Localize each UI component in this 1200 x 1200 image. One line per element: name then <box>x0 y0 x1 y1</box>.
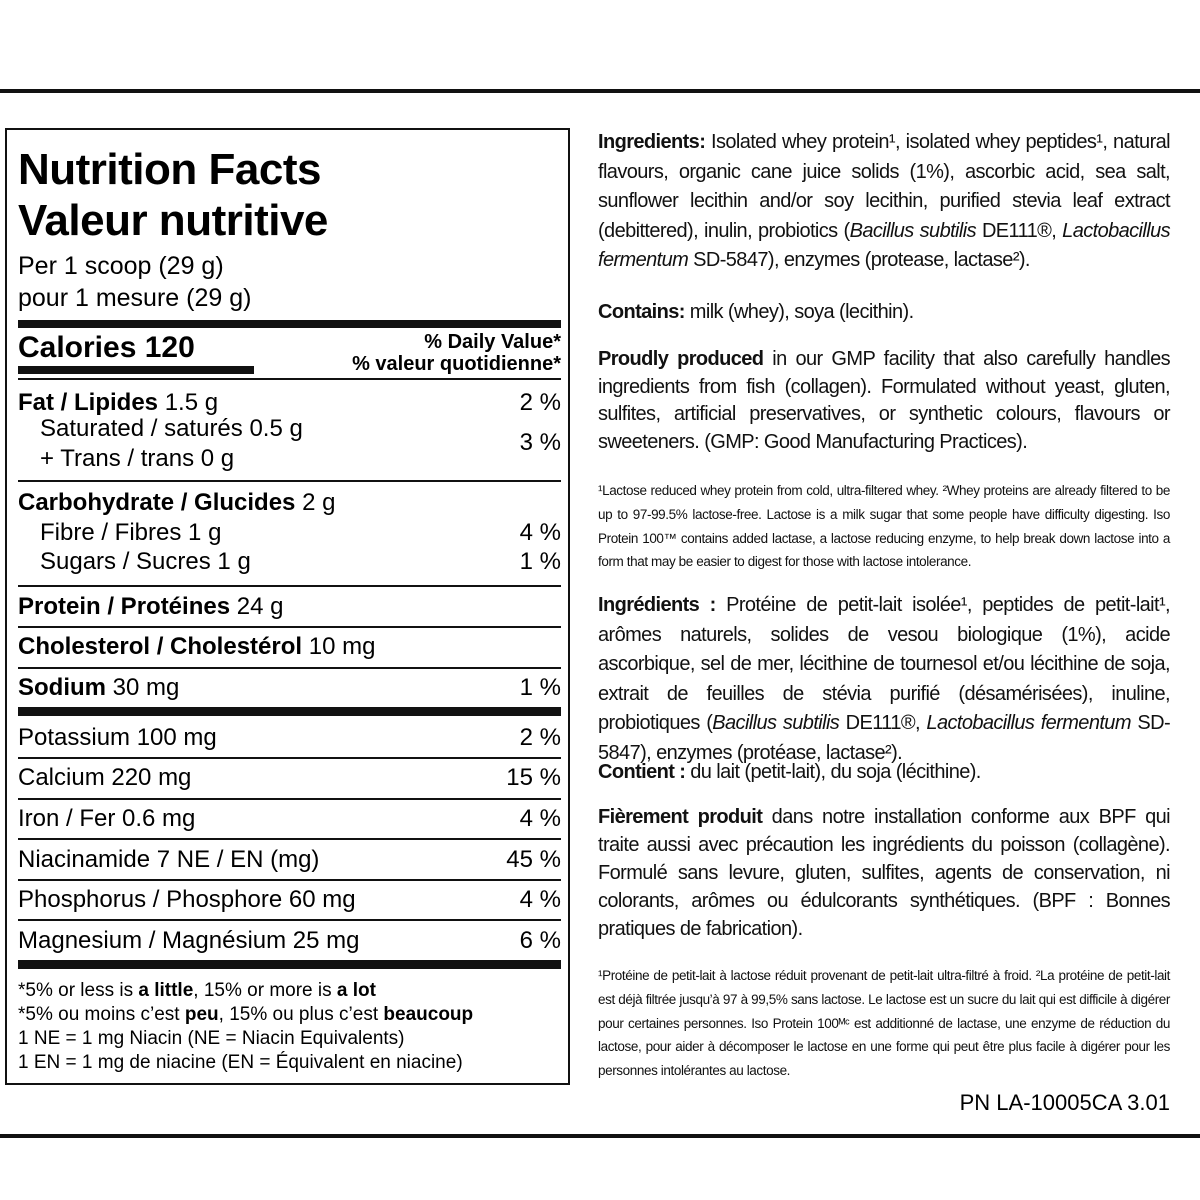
thick-rule <box>18 320 561 328</box>
niacinamide-dv: 45 % <box>506 846 561 873</box>
proudly-fr-heading: Fièrement produit <box>598 806 763 828</box>
nutrition-title-fr: Valeur nutritive <box>18 196 328 245</box>
footnote-fr <box>18 1003 473 1027</box>
sugars-label: Sugars / Sucres <box>40 548 211 575</box>
ingredients-fr <box>598 591 1170 769</box>
contains-en-heading: Contains: <box>598 301 685 323</box>
nutrition-title-en: Nutrition Facts <box>18 145 321 194</box>
cholesterol-amount: 10 mg <box>308 633 376 660</box>
carbohydrate-amount: 2 g <box>302 489 336 516</box>
ingredients-fr-heading: Ingrédients : <box>598 594 716 616</box>
divider-line <box>18 919 561 921</box>
potassium-label: Potassium 100 mg <box>18 724 217 751</box>
cholesterol-label: Cholesterol / Cholestérol <box>18 633 303 660</box>
contains-en-text: milk (whey), soya (lecithin). <box>684 301 914 323</box>
protein-amount: 24 g <box>236 593 284 620</box>
fibre-amount: 1 g <box>188 519 222 546</box>
magnesium-dv: 6 % <box>519 927 561 954</box>
nutrition-facts-panel <box>5 128 570 1085</box>
sodium-label: Sodium <box>18 674 106 701</box>
potassium-dv: 2 % <box>519 724 561 751</box>
divider-line <box>18 585 561 587</box>
ingredients-en <box>598 128 1170 276</box>
ingredients-en-text: DE111®, <box>976 219 1063 242</box>
ingredients-fr-text: Protéine de petit-lait isolée¹, peptides de petit-lait¹, arômes naturels, solides de vesou biologique (1%), acide ascorbique, sel de mer, lécithine de tournesol et/ou lécithine de soja, extrait de feuilles de stévia purifié (désamérisées), inuline, probiotiques ( <box>598 594 1170 735</box>
part-number: PN LA-10005CA 3.01 <box>959 1090 1170 1115</box>
proudly-en-heading: Proudly produced <box>598 348 764 370</box>
contains-fr <box>598 758 1170 788</box>
ingredients-en-heading: Ingredients: <box>598 131 706 153</box>
fibre-dv: 4 % <box>519 519 561 546</box>
footnote-en-little: a little <box>138 980 194 1001</box>
iron-dv: 4 % <box>519 805 561 832</box>
thick-rule <box>18 707 561 716</box>
proudly-fr <box>598 803 1170 943</box>
saturated-label: Saturated / saturés <box>40 415 243 442</box>
phosphorus-row <box>18 885 561 915</box>
footnote-en <box>18 979 376 1003</box>
fibre-row <box>40 518 561 548</box>
footnote-ne: 1 NE = 1 mg Niacin (NE = Niacin Equivalents) <box>18 1028 405 1049</box>
sodium-dv: 1 % <box>519 674 561 701</box>
fat-dv: 2 % <box>519 389 561 416</box>
calcium-dv: 15 % <box>506 764 561 791</box>
divider-line <box>18 480 561 482</box>
saturated-amount: 0.5 g <box>249 415 303 442</box>
fat-amount: 1.5 g <box>164 389 219 416</box>
ingredients-fr-text: SD-5847), enzymes (protéase, lactase²). <box>598 712 1171 764</box>
contains-en <box>598 298 1170 328</box>
proudly-fr-text: dans notre installation conforme aux BPF qui traite aussi avec précaution les ingrédients du poisson (collagène). Formulé sans levure, gluten, sulfites, agents de conservation, ni colorants, arômes ou édulcorants synthétiques. (BPF : Bonnes pratiques de fabrication). <box>598 806 1170 940</box>
iron-row <box>18 804 561 834</box>
protein-label: Protein / Protéines <box>18 593 231 620</box>
footnote-en-ingredients: ¹Lactose reduced whey protein from cold, ultra-filtered whey. ²Whey proteins are already filtered to be up to 97-99.5% lactose-free. Lactose is a milk sugar that some people have difficulty digesting. Iso Protein 100™ contains added lactase, a lactose reducing enzyme, to help break down lactose into a form that may be easier to digest for those with lactose intolerance. <box>598 483 1170 570</box>
footnote-fr-beaucoup: beaucoup <box>383 1004 474 1025</box>
sodium-amount: 30 mg <box>112 674 180 701</box>
divider-line <box>18 879 561 881</box>
magnesium-label: Magnesium / Magnésium 25 mg <box>18 927 360 954</box>
footnote-fr-peu: peu <box>184 1004 219 1025</box>
sugars-dv: 1 % <box>519 548 561 575</box>
divider-line <box>18 378 561 380</box>
thick-rule <box>18 960 561 969</box>
protein-row <box>18 592 561 622</box>
footnote-en-lot: a lot <box>336 980 376 1001</box>
carbohydrate-label: Carbohydrate / Glucides <box>18 489 296 516</box>
divider-line <box>18 757 561 759</box>
trans-label: + Trans / trans <box>40 445 195 472</box>
ingredients-fr-species: Lactobacillus fermentum <box>926 712 1131 735</box>
cholesterol-row <box>18 632 561 662</box>
trans-amount: 0 g <box>200 445 235 472</box>
calories-label: Calories 120 <box>18 331 195 364</box>
footnote-fr-text2: , 15% ou plus c’est <box>218 1004 384 1025</box>
calcium-row <box>18 763 561 793</box>
calcium-label: Calcium 220 mg <box>18 764 192 791</box>
proudly-en <box>598 346 1170 456</box>
footnote-en-fr: 1 EN = 1 mg de niacine (EN = Équivalent en niacine) <box>18 1052 463 1073</box>
saturated-trans-dv: 3 % <box>519 429 561 456</box>
ingredients-en-text: SD-5847), enzymes (protease, lactase²). <box>688 249 1030 272</box>
iron-label: Iron / Fer 0.6 mg <box>18 805 196 832</box>
footnote-en-text2: , 15% or more is <box>193 980 337 1001</box>
niacinamide-label: Niacinamide 7 NE / EN (mg) <box>18 846 320 873</box>
daily-value-header <box>352 331 561 375</box>
divider-line <box>18 626 561 628</box>
ingredients-fr-text: DE111®, <box>839 712 927 735</box>
contains-fr-text: du lait (petit-lait), du soja (lécithine). <box>685 761 981 783</box>
divider-line <box>18 838 561 840</box>
sugars-amount: 1 g <box>217 548 251 575</box>
contains-fr-heading: Contient : <box>598 761 686 783</box>
divider-line <box>18 667 561 669</box>
ingredients-en-species: Lactobacillus fermentum <box>598 219 1170 272</box>
sodium-row <box>18 673 561 703</box>
top-divider <box>0 89 1200 93</box>
footnote-fr-ingredients: ¹Protéine de petit-lait à lactose réduit provenant de petit-lait ultra-filtré à froid. ²La protéine de petit-lait est déjà filtrée jusqu’à 97 à 99,5% sans lactose. Le lactose est un sucre du lait qui est difficile à digérer pour certaines personnes. Iso Protein 100ᴹᶜ est additionné de lactase, une enzyme de réduction du lactose, pour aider à décomposer le lactose en une forme qui peut être plus facile à digérer pour les personnes intolérantes au lactose. <box>598 968 1170 1079</box>
footnote-en-text: *5% or less is <box>18 980 139 1001</box>
serving-size-en: Per 1 scoop (29 g) <box>18 252 224 280</box>
fat-label: Fat / Lipides <box>18 389 159 416</box>
trans-row <box>40 444 561 474</box>
carbohydrate-row <box>18 488 561 518</box>
serving-size-fr: pour 1 mesure (29 g) <box>18 284 252 312</box>
ingredients-en-text: Isolated whey protein¹, isolated whey peptides¹, natural flavours, organic cane juice solids (1%), ascorbic acid, sea salt, sunflower lecithin and/or soy lecithin, purified stevia leaf extract (debittered), inulin, probiotics ( <box>598 131 1170 242</box>
potassium-row <box>18 723 561 753</box>
niacinamide-row <box>18 845 561 875</box>
magnesium-row <box>18 926 561 956</box>
proudly-en-text: in our GMP facility that also carefully handles ingredients from fish (collagen). Formulated without yeast, gluten, sulfites, artificial preservatives, or synthetic colours, flavours or sweeteners. (GMP: Good Manufacturing Practices). <box>598 348 1171 453</box>
ingredients-fr-species: Bacillus subtilis <box>712 712 840 735</box>
daily-value-header-en: % Daily Value* <box>424 331 561 353</box>
divider-line <box>18 798 561 800</box>
phosphorus-label: Phosphorus / Phosphore 60 mg <box>18 886 356 913</box>
calories-underline <box>18 366 254 374</box>
ingredients-en-species: Bacillus subtilis <box>849 219 976 242</box>
fibre-label: Fibre / Fibres <box>40 519 182 546</box>
footnote-fr-text: *5% ou moins c’est <box>18 1004 185 1025</box>
daily-value-header-fr: % valeur quotidienne* <box>352 353 561 375</box>
sugars-row <box>40 547 561 577</box>
bottom-divider <box>0 1134 1200 1138</box>
phosphorus-dv: 4 % <box>519 886 561 913</box>
